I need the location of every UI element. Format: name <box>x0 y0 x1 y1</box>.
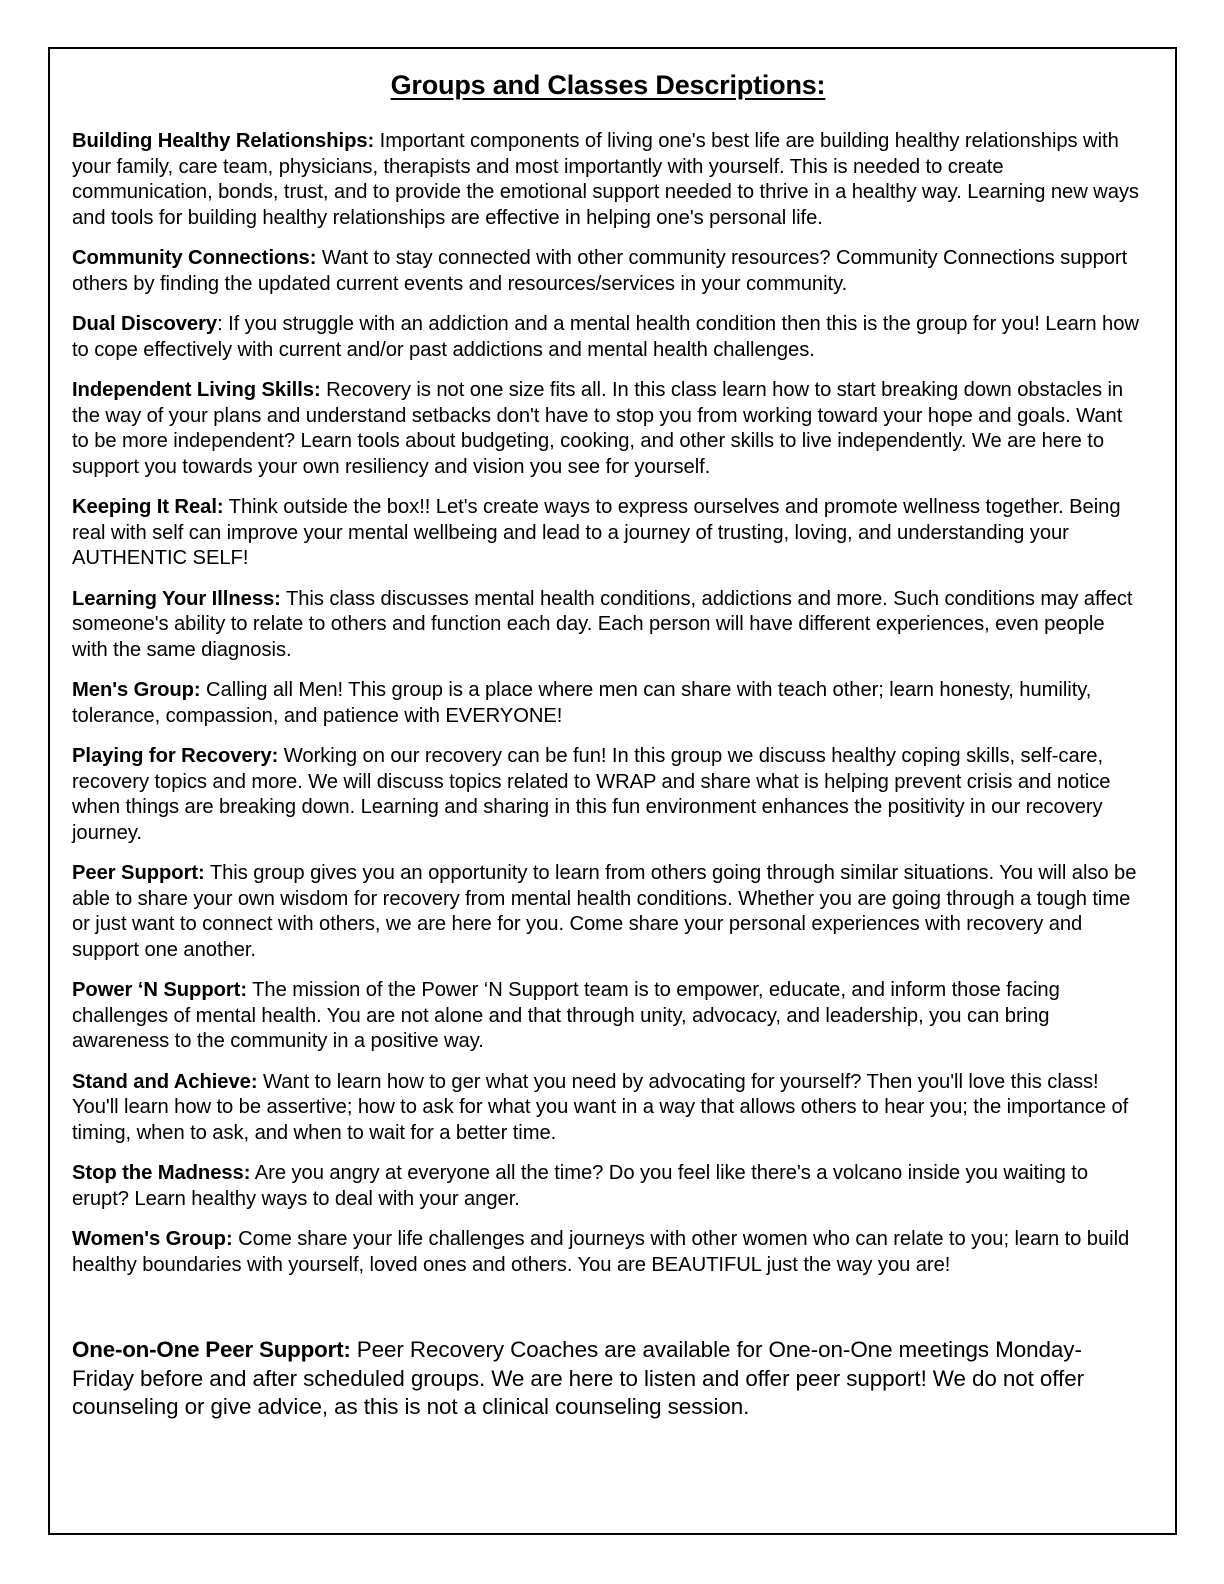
entry-term: Dual Discovery <box>72 313 218 336</box>
entry-body: The mission of the Power ‘N Support team is to empower, educate, and inform those facing challenges of mental health. You are not alone and that through unity, advocacy, and leadership, you can bring awareness to the community in a positive way. <box>72 979 1060 1053</box>
entry-womens-group <box>72 1227 1144 1278</box>
entry-body: Working on our recovery can be fun! In this group we discuss healthy coping skills, self-care, recovery topics and more. We will discuss topics related to WRAP and share what is helping prevent crisis and notice when things are breaking down. Learning and sharing in this fun environment enhances the positivity in our recovery journey. <box>72 745 1111 844</box>
entry-body: Think outside the box!! Let's create ways to express ourselves and promote wellness together. Being real with self can improve your mental wellbeing and lead to a journey of trusting, loving, and understanding your AUTHENTIC SELF! <box>72 496 1121 570</box>
entry-mens-group <box>72 678 1144 729</box>
entry-keeping-it-real <box>72 495 1144 572</box>
entry-term: Men's Group: <box>72 679 201 702</box>
entry-body: Want to learn how to ger what you need by advocating for yourself? Then you'll love this class! You'll learn how to be assertive; how to ask for what you want in a way that allows others to hear you; the importance of timing, when to ask, and when to wait for a better time. <box>72 1070 1129 1144</box>
entry-body: This class discusses mental health conditions, addictions and more. Such conditions may affect someone's ability to relate to others and function each day. Each person will have different experiences, even people with the same diagnosis. <box>72 587 1133 661</box>
entry-term: Power ‘N Support: <box>72 979 248 1002</box>
entry-body: : If you struggle with an addiction and a mental health condition then this is the group for you! Learn how to cope effectively with current and/or past addictions and mental health challenges. <box>72 313 1139 361</box>
entry-term: Keeping It Real: <box>72 496 224 519</box>
entry-term: Women's Group: <box>72 1228 233 1251</box>
entry-term: Independent Living Skills: <box>72 379 321 402</box>
entry-stand-and-achieve <box>72 1070 1144 1147</box>
entry-body: This group gives you an opportunity to learn from others going through similar situations. You will also be able to share your own wisdom for recovery from mental health conditions. Whether you are going through a tough time or just want to connect with others, we are here for you. Come share your personal experiences with recovery and support one another. <box>72 862 1137 961</box>
entry-peer-support <box>72 861 1144 963</box>
entry-term: Stand and Achieve: <box>72 1070 258 1093</box>
entry-learning-your-illness <box>72 587 1144 664</box>
entry-playing-for-recovery <box>72 744 1144 846</box>
entry-term: Community Connections: <box>72 247 317 270</box>
entry-term: Playing for Recovery: <box>72 745 279 768</box>
entry-one-on-one-peer-support <box>72 1336 1144 1422</box>
entry-building-healthy-relationships <box>72 129 1144 231</box>
entry-term: Stop the Madness: <box>72 1162 251 1185</box>
entry-body: Are you angry at everyone all the time? Do you feel like there's a volcano inside you waiting to erupt? Learn healthy ways to deal with your anger. <box>72 1162 1089 1210</box>
entry-body: Recovery is not one size fits all. In this class learn how to start breaking down obstacles in the way of your plans and understand setbacks don't have to stop you from working toward your hope and goals. Want to be more independent? Learn tools about budgeting, cooking, and other skills to live independently. We are here to support you towards your own resiliency and vision you see for yourself. <box>72 379 1124 478</box>
entry-term: Peer Support: <box>72 862 205 885</box>
entry-body: Want to stay connected with other community resources? Community Connections support others by finding the updated current events and resources/services in your community. <box>72 247 1128 295</box>
entry-term: Learning Your Illness: <box>72 587 281 610</box>
document-page <box>48 47 1177 1535</box>
entry-body: Calling all Men! This group is a place where men can share with teach other; learn honesty, humility, tolerance, compassion, and patience with EVERYONE! <box>72 679 1092 727</box>
entry-stop-the-madness <box>72 1161 1144 1212</box>
entry-independent-living-skills <box>72 378 1144 480</box>
entry-body: Important components of living one's best life are building healthy relationships with your family, care team, physicians, therapists and most importantly with yourself. This is needed to create communication, bonds, trust, and to provide the emotional support needed to thrive in a healthy way. Learning new ways and tools for building healthy relationships are effective in helping one's personal life. <box>72 130 1139 229</box>
entry-dual-discovery <box>72 312 1144 363</box>
document-content <box>72 69 1144 1437</box>
entry-body: Peer Recovery Coaches are available for One-on-One meetings Monday- Friday before and after scheduled groups. We are here to listen and offer peer support! We do not offer counseling or give advice, as this is not a clinical counseling session. <box>72 1337 1085 1420</box>
entry-term: One-on-One Peer Support: <box>72 1337 351 1363</box>
entry-power-n-support <box>72 978 1144 1055</box>
entry-body: Come share your life challenges and journeys with other women who can relate to you; learn to build healthy boundaries with yourself, loved ones and others. You are BEAUTIFUL just the way you are! <box>72 1228 1130 1276</box>
entry-term: Building Healthy Relationships: <box>72 130 375 153</box>
page-title: Groups and Classes Descriptions: <box>390 70 826 100</box>
entry-community-connections <box>72 246 1144 297</box>
